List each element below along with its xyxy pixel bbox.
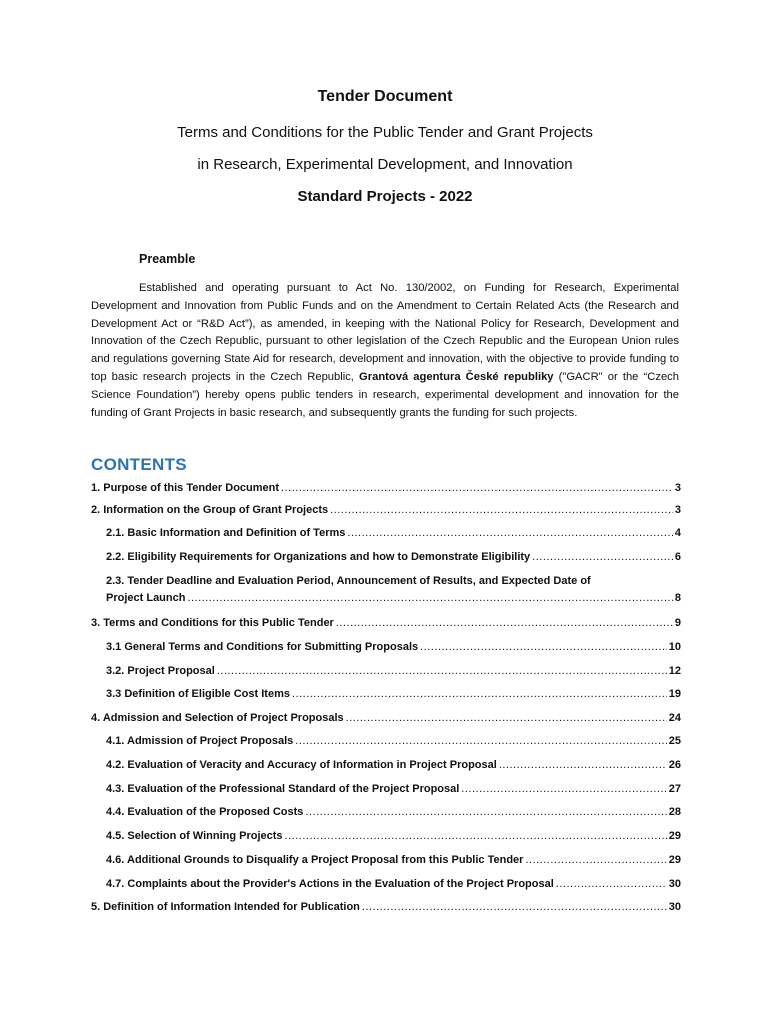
toc-leader-dots [499, 757, 667, 774]
toc-entry-title: 2. Information on the Group of Grant Projects [91, 504, 329, 516]
toc-leader-dots [532, 549, 673, 566]
document-title: Tender Document [317, 88, 453, 105]
toc-entry-2-1[interactable] [106, 525, 681, 542]
toc-entry-page: 3 [674, 504, 681, 516]
toc-entry-page: 30 [668, 878, 681, 890]
toc-entry-page: 29 [668, 830, 681, 842]
toc-entry-4[interactable] [91, 710, 681, 727]
preamble-paragraph [91, 280, 679, 422]
toc-entry-title-line-1: 2.3. Tender Deadline and Evaluation Period, Announcement of Results, and Expected Date of [106, 575, 591, 587]
toc-entry-4-5[interactable] [106, 828, 681, 845]
toc-entry-title: 4.7. Complaints about the Provider's Actions in the Evaluation of the Project Proposal [106, 878, 554, 890]
document-edition: Standard Projects - 2022 [297, 188, 473, 205]
toc-leader-dots [556, 876, 667, 893]
toc-entry-title: 1. Purpose of this Tender Document [91, 482, 280, 494]
toc-leader-dots [285, 828, 667, 845]
toc-entry-4-3[interactable] [106, 781, 681, 798]
toc-entry-page: 6 [674, 551, 681, 563]
toc-entry-title: 3.1 General Terms and Conditions for Submitting Proposals [106, 641, 419, 653]
toc-entry-4-7[interactable] [106, 876, 681, 893]
toc-entry-title: 3. Terms and Conditions for this Public Tender [91, 617, 334, 629]
toc-leader-dots [330, 502, 673, 519]
toc-entry-title: 4.2. Evaluation of Veracity and Accuracy of Information in Project Proposal [106, 759, 497, 771]
toc-entry-page: 30 [668, 901, 681, 913]
toc-leader-dots [461, 781, 666, 798]
toc-entry-page: 28 [668, 806, 681, 818]
toc-entry-title-line-2: Project Launch [106, 592, 186, 604]
toc-entry-page: 4 [674, 527, 681, 539]
toc-entry-4-2[interactable] [106, 757, 681, 774]
toc-entry-page: 9 [674, 617, 681, 629]
toc-entry-title: 4.3. Evaluation of the Professional Standard of the Project Proposal [106, 783, 460, 795]
toc-entry-title: 5. Definition of Information Intended for Publication [91, 901, 360, 913]
agency-name: Grantová agentura České republiky [359, 370, 554, 383]
toc-entry-3[interactable] [91, 615, 681, 632]
toc-entry-page: 26 [668, 759, 681, 771]
toc-entry-title: 4.5. Selection of Winning Projects [106, 830, 283, 842]
preamble-text-part-2: ("GACR" or the “Czech Science Foundation”) hereby opens public tenders in research, experimental development and innovation for the funding of Grant Projects in basic research, and subsequently grants the funding for such projects. [91, 370, 679, 419]
toc-entry-page: 19 [668, 688, 681, 700]
toc-entry-4-6[interactable] [106, 852, 681, 869]
toc-leader-dots [525, 852, 666, 869]
toc-leader-dots [346, 710, 667, 727]
document-subtitle-line-2: in Research, Experimental Development, and Innovation [197, 156, 573, 173]
toc-entry-title: 3.2. Project Proposal [106, 665, 215, 677]
toc-leader-dots [347, 525, 672, 542]
toc-leader-dots [420, 639, 667, 656]
toc-entry-title: 2.1. Basic Information and Definition of Terms [106, 527, 346, 539]
toc-leader-dots [187, 590, 672, 607]
toc-entry-page: 24 [668, 712, 681, 724]
toc-leader-dots [217, 663, 667, 680]
preamble-text-part-1: Established and operating pursuant to Act No. 130/2002, on Funding for Research, Experimental Development and Innovation from Public Funds and on the Amendment to Certain Related Acts (the Research and Development Act or “R&D Act”), as amended, in keeping with the National Policy for Research, Development and Innovation of the Czech Republic, pursuant to other legislation of the Czech Republic and the European Union rules and regulations governing State Aid for research, development and innovation, with the objective to provide funding to top basic research projects in the Czech Republic, [91, 282, 679, 383]
toc-entry-2-2[interactable] [106, 549, 681, 566]
toc-entry-4-1[interactable] [106, 733, 681, 750]
toc-entry-5[interactable] [91, 899, 681, 916]
toc-entry-3-1[interactable] [106, 639, 681, 656]
toc-entry-3-2[interactable] [106, 663, 681, 680]
toc-leader-dots [292, 686, 667, 703]
toc-entry-title: 4.1. Admission of Project Proposals [106, 735, 294, 747]
toc-leader-dots [295, 733, 666, 750]
toc-entry-page: 29 [668, 854, 681, 866]
toc-entry-4-4[interactable] [106, 804, 681, 821]
toc-entry-title: 4. Admission and Selection of Project Proposals [91, 712, 344, 724]
contents-heading: CONTENTS [91, 455, 187, 474]
toc-entry-3-3[interactable] [106, 686, 681, 703]
toc-entry-page: 12 [668, 665, 681, 677]
toc-entry-page: 25 [668, 735, 681, 747]
toc-entry-title: 4.4. Evaluation of the Proposed Costs [106, 806, 304, 818]
preamble-heading: Preamble [139, 252, 196, 266]
toc-entry-title: 2.2. Eligibility Requirements for Organizations and how to Demonstrate Eligibility [106, 551, 531, 563]
toc-entry-page: 3 [674, 482, 681, 494]
toc-leader-dots [336, 615, 673, 632]
toc-entry-1[interactable] [91, 480, 681, 497]
toc-entry-title: 3.3 Definition of Eligible Cost Items [106, 688, 290, 700]
toc-entry-title-line-2-row [106, 590, 681, 607]
toc-entry-page: 27 [668, 783, 681, 795]
document-subtitle-line-1: Terms and Conditions for the Public Tender and Grant Projects [177, 124, 593, 141]
toc-entry-page: 10 [668, 641, 681, 653]
toc-entry-2[interactable] [91, 502, 681, 519]
toc-entry-page: 8 [674, 592, 681, 604]
toc-leader-dots [305, 804, 666, 821]
toc-entry-title: 4.6. Additional Grounds to Disqualify a Project Proposal from this Public Tender [106, 854, 524, 866]
toc-entry-2-3[interactable] [106, 573, 681, 607]
toc-leader-dots [362, 899, 667, 916]
toc-leader-dots [281, 480, 673, 497]
